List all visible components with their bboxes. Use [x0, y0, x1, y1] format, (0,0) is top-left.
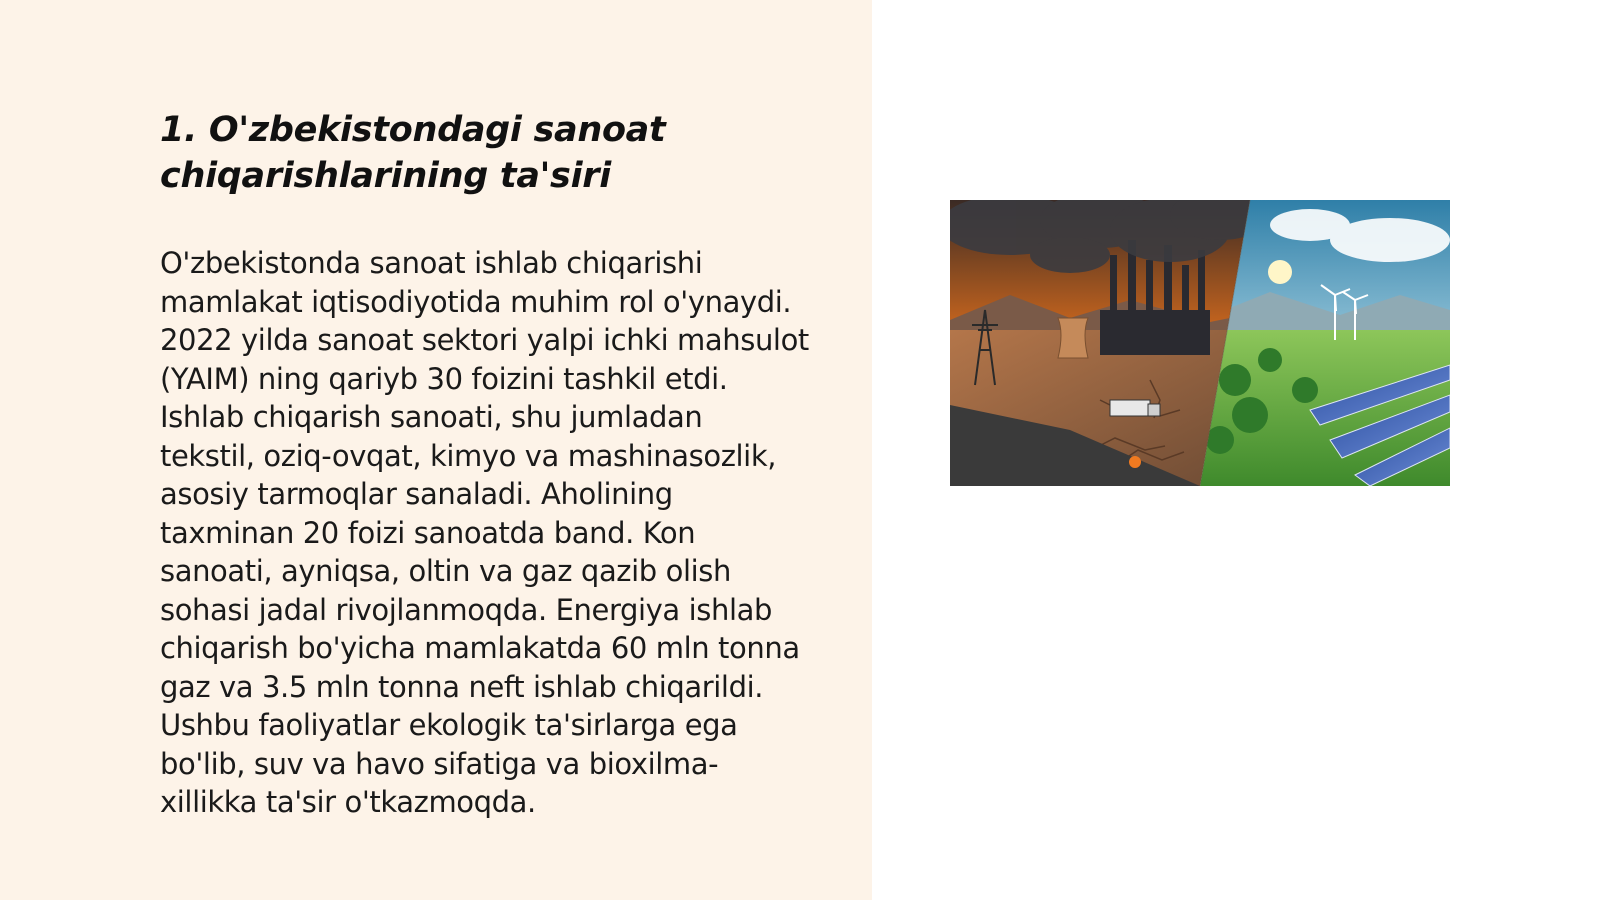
illustration-graphic: [950, 200, 1450, 486]
pollution-vs-green-energy-illustration: [950, 200, 1450, 486]
slide-body-text: O'zbekistonda sanoat ishlab chiqarishi mamlakat iqtisodiyotida muhim rol o'ynaydi. 2022 yilda sanoat sektori yalpi ichki mahsulot (YAIM) ning qariyb 30 foizini tashkil etdi. Ishlab chiqarish sanoati, shu jumladan tekstil, oziq-ovqat, kimyo va mashinasozlik, asosiy tarmoqlar sanaladi. Aholining taxminan 20 foizi sanoatda band. Kon sanoati, ayniqsa, oltin va gaz qazib olish sohasi jadal rivojlanmoqda. Energiya ishlab chiqarish bo'yicha mamlakatda 60 mln tonna gaz va 3.5 mln tonna neft ishlab chiqarildi. Ushbu faoliyatlar ekologik ta'sirlarga ega bo'lib, suv va havo sifatiga va bioxilma- xillikka ta'sir o'tkazmoqda.: [160, 246, 809, 819]
slide-title: 1. O'zbekistondagi sanoat chiqarishlarining ta'siri: [160, 110, 666, 196]
